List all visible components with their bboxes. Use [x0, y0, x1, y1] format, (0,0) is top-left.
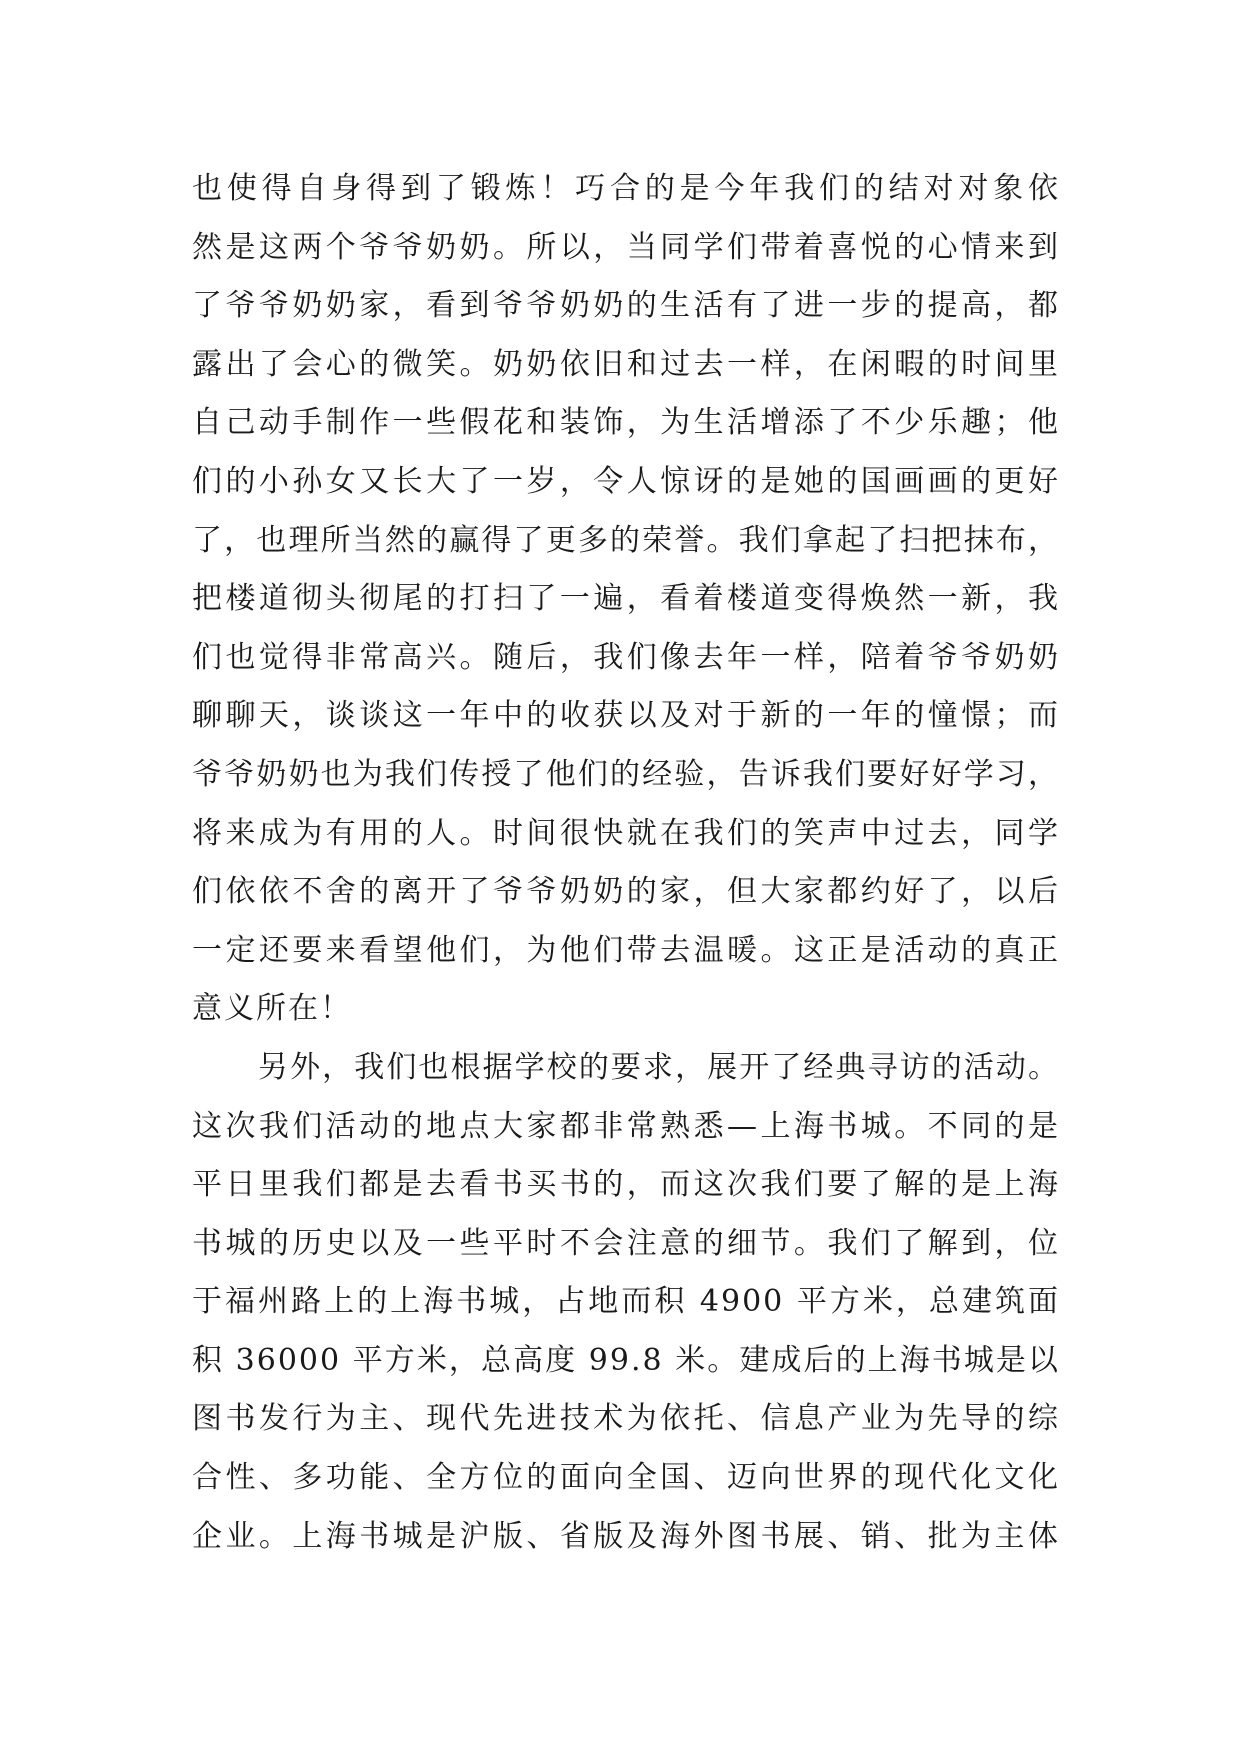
text-line-22: 图书发行为主、现代先进技术为依托、信息产业为先导的综: [192, 1401, 1060, 1437]
text-line-15: 意义所在！: [192, 991, 352, 1027]
text-line-2: 然是这两个爷爷奶奶。所以，当同学们带着喜悦的心情来到: [192, 229, 1060, 265]
text-line-13: 们依依不舍的离开了爷爷奶奶的家，但大家都约好了，以后: [192, 874, 1060, 910]
text-line-1: 也使得自身得到了锻炼！巧合的是今年我们的结对对象依: [192, 171, 1060, 206]
text-line-12: 将来成为有用的人。时间很快就在我们的笑声中过去，同学: [192, 815, 1060, 851]
text-line-10: 聊聊天，谈谈这一年中的收获以及对于新的一年的憧憬；而: [192, 698, 1060, 734]
text-line-17: 这次我们活动的地点大家都非常熟悉—上海书城。不同的是: [192, 1108, 1060, 1144]
text-line-19: 书城的历史以及一些平时不会注意的细节。我们了解到，位: [192, 1225, 1060, 1261]
text-line-7: 了，也理所当然的赢得了更多的荣誉。我们拿起了扫把抹布，: [192, 522, 1060, 558]
text-line-4: 露出了会心的微笑。奶奶依旧和过去一样，在闲暇的时间里: [192, 346, 1060, 382]
text-line-8: 把楼道彻头彻尾的打扫了一遍，看着楼道变得焕然一新，我: [192, 581, 1060, 617]
text-line-11: 爷爷奶奶也为我们传授了他们的经验，告诉我们要好好学习，: [192, 756, 1060, 792]
body-text: [192, 160, 1060, 1566]
text-line-9: 们也觉得非常高兴。随后，我们像去年一样，陪着爷爷奶奶: [192, 639, 1060, 675]
text-line-3: 了爷爷奶奶家，看到爷爷奶奶的生活有了进一步的提高，都: [192, 288, 1060, 324]
text-line-14: 一定还要来看望他们，为他们带去温暖。这正是活动的真正: [192, 932, 1060, 968]
text-line-24: 企业。上海书城是沪版、省版及海外图书展、销、批为主体: [192, 1518, 1060, 1554]
text-line-21: 积 36000 平方米，总高度 99.8 米。建成后的上海书城是以: [192, 1342, 1060, 1378]
text-line-16: 另外，我们也根据学校的要求，展开了经典寻访的活动。: [258, 1049, 1060, 1085]
text-line-23: 合性、多功能、全方位的面向全国、迈向世界的现代化文化: [192, 1460, 1060, 1496]
text-line-18: 平日里我们都是去看书买书的，而这次我们要了解的是上海: [192, 1167, 1060, 1203]
text-line-20: 于福州路上的上海书城，占地而积 4900 平方米，总建筑面: [192, 1284, 1060, 1320]
text-line-5: 自己动手制作一些假花和装饰，为生活增添了不少乐趣；他: [192, 405, 1060, 441]
text-line-6: 们的小孙女又长大了一岁，令人惊讶的是她的国画画的更好: [192, 463, 1060, 499]
